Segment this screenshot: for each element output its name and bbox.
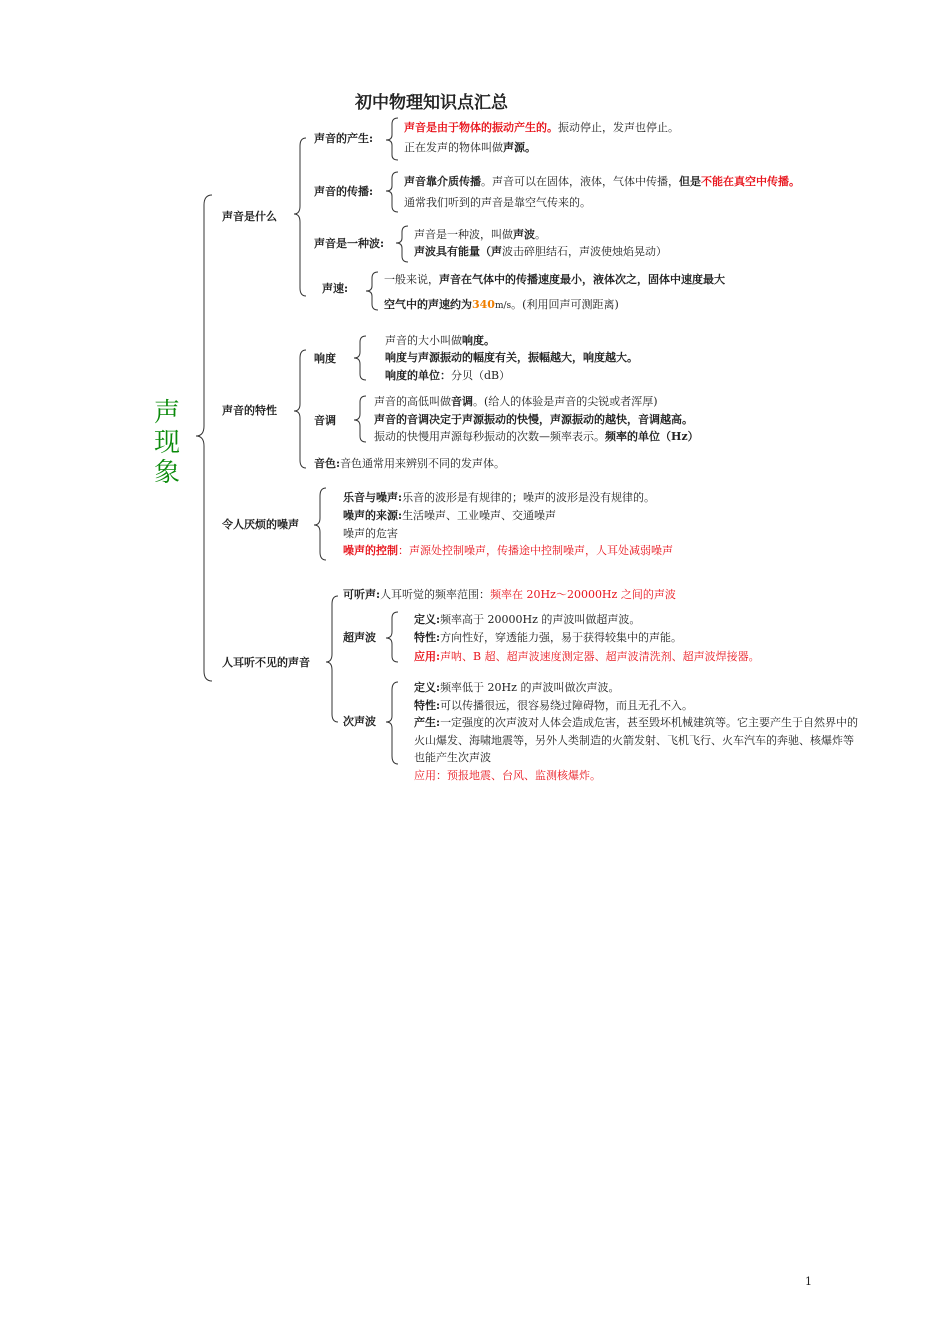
loudness-label: 响度 <box>314 352 336 365</box>
noise-line-2: 噪声的来源:生活噪声、工业噪声、交通噪声 <box>343 509 557 522</box>
page-title: 初中物理知识点汇总 <box>355 93 508 113</box>
infrasound-def: 定义:频率低于 20Hz 的声波叫做次声波。 <box>414 681 620 694</box>
audible-line: 可听声:人耳听觉的频率范围：频率在 20Hz～20000Hz 之间的声波 <box>343 588 676 601</box>
origin-label: 声音的产生: <box>314 132 374 145</box>
branch-noise: 令人厌烦的噪声 <box>222 518 299 531</box>
ultrasound-app: 应用:声呐、B 超、超声波速度测定器、超声波清洗剂、超声波焊接器。 <box>414 650 760 663</box>
infrasound-trait: 特性:可以传播很远，很容易绕过障碍物，而且无孔不入。 <box>414 699 694 712</box>
spread-label: 声音的传播: <box>314 185 374 198</box>
origin-line-2: 正在发声的物体叫做声源。 <box>404 141 536 154</box>
pitch-label: 音调 <box>314 414 336 427</box>
branch-inaudible: 人耳听不见的声音 <box>222 656 310 669</box>
branch-what-is-sound: 声音是什么 <box>222 210 277 223</box>
root-char-1: 声 <box>153 398 180 428</box>
spread-line-2: 通常我们听到的声音是靠空气传来的。 <box>404 196 591 209</box>
loudness-line-2: 响度与声源振动的幅度有关，振幅越大，响度越大。 <box>385 351 638 364</box>
loudness-line-3: 响度的单位：分贝（dB） <box>385 369 511 382</box>
pitch-line-1: 声音的高低叫做音调。(给人的体验是声音的尖锐或者浑厚) <box>374 395 658 408</box>
ultrasound-def: 定义:频率高于 20000Hz 的声波叫做超声波。 <box>414 613 641 626</box>
pitch-line-2: 声音的音调决定于声源振动的快慢，声源振动的越快，音调越高。 <box>374 413 693 426</box>
infrasound-label: 次声波 <box>343 715 376 728</box>
wave-label: 声音是一种波: <box>314 237 385 250</box>
wave-line-2: 声波具有能量（声波击碎胆结石，声波使烛焰晃动） <box>414 245 667 258</box>
ultrasound-trait: 特性:方向性好，穿透能力强，易于获得较集中的声能。 <box>414 631 683 644</box>
root-char-3: 象 <box>153 458 180 488</box>
noise-line-1: 乐音与噪声:乐音的波形是有规律的；噪声的波形是没有规律的。 <box>343 491 656 504</box>
branch-sound-traits: 声音的特性 <box>222 404 277 417</box>
wave-line-1: 声音是一种波，叫做声波。 <box>414 228 546 241</box>
speed-line-1: 一般来说，声音在气体中的传播速度最小，液体次之，固体中速度最大 <box>384 273 725 286</box>
noise-line-3: 噪声的危害 <box>343 527 398 540</box>
speed-line-2: 空气中的声速约为340m/s。(利用回声可测距离) <box>384 298 619 311</box>
speed-label: 声速: <box>322 282 349 295</box>
infrasound-origin-1: 产生:一定强度的次声波对人体会造成危害，甚至毁坏机械建筑等。它主要产生于自然界中的 <box>414 716 859 729</box>
loudness-line-1: 声音的大小叫做响度。 <box>385 334 495 347</box>
root-topic <box>152 398 182 488</box>
infrasound-app: 应用：预报地震、台风、监测核爆炸。 <box>414 769 601 782</box>
ultrasound-label: 超声波 <box>343 631 376 644</box>
root-char-2: 现 <box>153 428 180 458</box>
noise-line-4: 噪声的控制：声源处控制噪声，传播途中控制噪声，人耳处减弱噪声 <box>343 544 673 557</box>
timbre-line: 音色:音色通常用来辨别不同的发声体。 <box>314 457 506 470</box>
origin-line-1: 声音是由于物体的振动产生的。振动停止，发声也停止。 <box>404 121 679 134</box>
pitch-line-3: 振动的快慢用声源每秒振动的次数—频率表示。频率的单位（Hz） <box>374 430 699 443</box>
page-number: 1 <box>805 1275 812 1288</box>
infrasound-origin-2: 火山爆发、海啸地震等，另外人类制造的火箭发射、飞机飞行、火车汽车的奔驰、核爆炸等 <box>414 734 854 747</box>
spread-line-1: 声音靠介质传播。声音可以在固体，液体，气体中传播，但是不能在真空中传播。 <box>404 175 800 188</box>
infrasound-origin-3: 也能产生次声波 <box>414 751 491 764</box>
